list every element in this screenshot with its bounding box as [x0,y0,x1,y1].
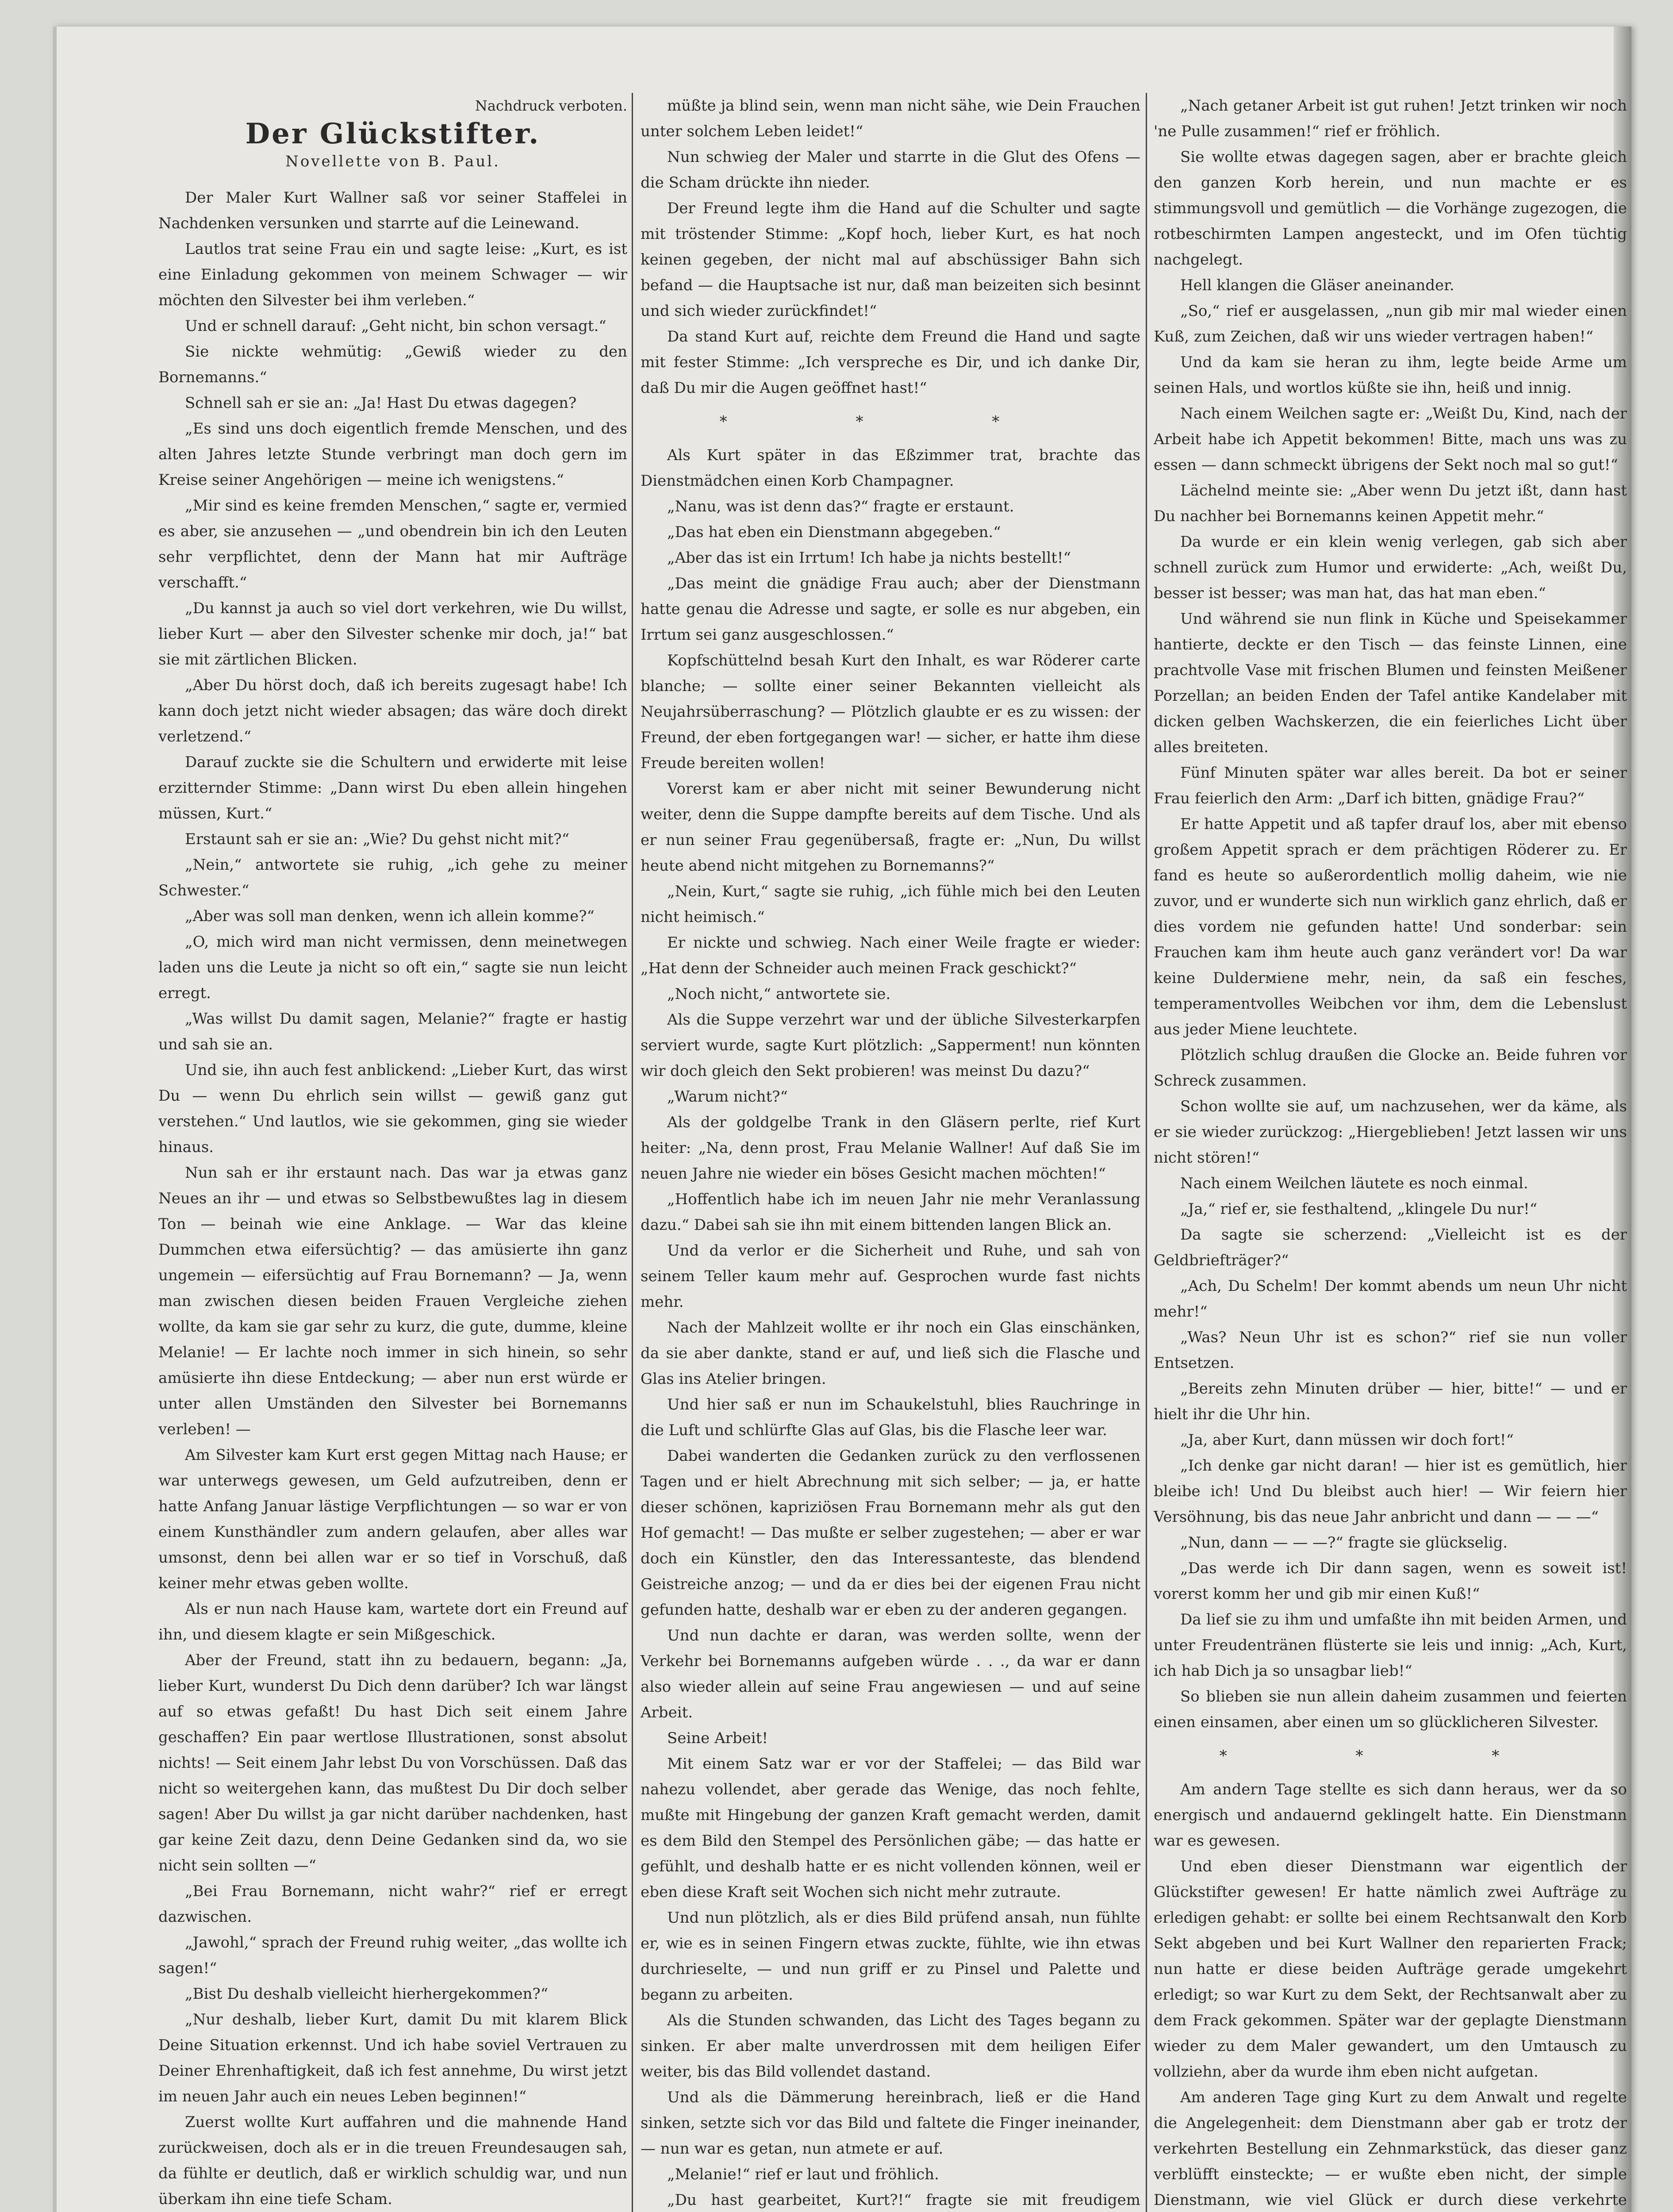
paragraph: Als der goldgelbe Trank in den Gläsern perlte, rief Kurt heiter: „Na, denn prost, Frau Melanie Wallner! Auf daß Sie im neuen Jahre nie wieder ein böses Gesicht machen möchten!“ [641,1114,1140,1183]
paragraph: „Das hat eben ein Dienstmann abgegeben.“ [667,523,1001,541]
paragraph: „Das meint die gnädige Frau auch; aber der Dienstmann hatte genau die Adresse und sagte, er solle es nur abgeben, ein Irrtum sei ganz ausgeschlossen.“ [641,575,1140,644]
paragraph: Als Kurt später in das Eßzimmer trat, brachte das Dienstmädchen einen Korb Champagner. [641,446,1140,490]
paragraph: Und da verlor er die Sicherheit und Ruhe, und sah von seinem Teller kaum mehr auf. Gesprochen wurde fast nichts mehr. [641,1242,1140,1311]
paragraph: „O, mich wird man nicht vermissen, denn meinetwegen laden uns die Leute ja nicht so oft ein,“ sagte sie nun leicht erregt. [158,933,627,1002]
paragraph: „Das werde ich Dir dann sagen, wenn es soweit ist! vorerst komm her und gib mir einen Kuß!“ [1154,1559,1627,1603]
paragraph: Da stand Kurt auf, reichte dem Freund die Hand und sagte mit fester Stimme: „Ich verspreche es Dir, und ich danke Dir, daß Du mir die Augen geöffnet hast!“ [641,328,1140,397]
column-2-text-b [641,442,1140,2212]
paragraph: Lautlos trat seine Frau ein und sagte leise: „Kurt, es ist eine Einladung gekommen von meinem Schwager — wir möchten den Silvester bei ihm verleben.“ [158,240,627,309]
paragraph: Nach einem Weilchen läutete es noch einmal. [1180,1175,1528,1192]
paragraph: „Bereits zehn Minuten drüber — hier, bitte!“ — und er hielt ihr die Uhr hin. [1154,1380,1627,1423]
paragraph: Und während sie nun flink in Küche und Speisekammer hantierte, deckte er den Tisch — das feinste Linnen, eine prachtvolle Vase mit frischen Blumen und feinsten Meißener Porzellan; an beiden Enden der Tafel antike Kandelaber mit dicken gelben Wachskerzen, die ein feierliches Licht über alles breiteten. [1154,610,1627,756]
paragraph: Da wurde er ein klein wenig verlegen, gab sich aber schnell zurück zum Humor und erwiderte: „Ach, weißt Du, besser ist besser; was man hat, das hat man eben.“ [1154,533,1627,602]
paragraph: Und eben dieser Dienstmann war eigentlich der Glückstifter gewesen! Er hatte nämlich zwei Aufträge zu erledigen gehabt: er sollte bei einem Rechtsanwalt den Korb Sekt abgeben und bei Kurt Wallner den reparierten Frack; nun hatte er diese beiden Aufträge gerade umgekehrt erledigt; so war Kurt zu dem Sekt, der Rechtsanwalt aber zu dem Frack gekommen. Später war der geplagte Dienstmann wieder zu dem Maler gewandert, um den Umtausch zu vollziehn, aber da wurde ihm eben nicht aufgetan. [1154,1858,1627,2081]
story-title: Der Glückstifter. [245,117,541,150]
column-2 [641,93,1140,2212]
paragraph: Zuerst wollte Kurt auffahren und die mahnende Hand zurückweisen, doch als er in die treuen Freundesaugen sah, da fühlte er deutlich, daß er wirklich schuldig war, und nun überkam ihn eine tiefe Scham. [158,2113,627,2208]
paragraph: „Nein, Kurt,“ sagte sie ruhig, „ich fühle mich bei den Leuten nicht heimisch.“ [641,883,1140,926]
column-3-text-b [1154,1777,1627,2212]
paragraph: Hell klangen die Gläser aneinander. [1180,276,1454,294]
paragraph: Und als die Dämmerung hereinbrach, ließ er die Hand sinken, setzte sich vor das Bild und faltete die Finger ineinander, — nun war es getan, nun atmete er auf. [641,2089,1140,2158]
paragraph: Als die Stunden schwanden, das Licht des Tages begann zu sinken. Er aber malte unverdrossen mit dem heiligen Eifer weiter, bis das Bild vollendet dastand. [641,2012,1140,2081]
paragraph: „Jawohl,“ sprach der Freund ruhig weiter, „das wollte ich sagen!“ [158,1934,627,1977]
paragraph: „Aber was soll man denken, wenn ich allein komme?“ [185,907,595,925]
paragraph: „Was willst Du damit sagen, Melanie?“ fragte er hastig und sah sie an. [158,1010,627,1053]
paragraph: „Warum nicht?“ [667,1088,788,1106]
paragraph: Mit einem Satz war er vor der Staffelei; — das Bild war nahezu vollendet, aber gerade das Wenige, das noch fehlte, mußte mit Hingebung der ganzen Kraft gemacht werden, damit es dem Bild den Stempel des Persönlichen gäbe; — das hatte er gefühlt, und deshalb hatte er es nicht vollenden können, weil er eben diese Kraft seit Wochen sich nicht mehr zutraute. [641,1755,1140,1901]
column-rule [1146,93,1147,2212]
paragraph: „Nanu, was ist denn das?“ fragte er erstaunt. [667,498,1014,515]
paragraph: Der Maler Kurt Wallner saß vor seiner Staffelei in Nachdenken versunken und starrte auf die Leinewand. [158,189,627,232]
paragraph: Schnell sah er sie an: „Ja! Hast Du etwas dagegen? [185,394,577,412]
paragraph: Plötzlich schlug draußen die Glocke an. Beide fuhren vor Schreck zusammen. [1154,1046,1627,1090]
section-separator: * * * [1219,1747,1562,1765]
paragraph: „Du hast gearbeitet, Kurt?!“ fragte sie mit freudigem [667,2191,1140,2209]
paragraph: Aber der Freund, statt ihn zu bedauern, begann: „Ja, lieber Kurt, wunderst Du Dich denn darüber? Ich war längst auf so etwas gefaßt! Du hast Dich seit einem Jahre geschaffen? Ein paar wertlose Illustrationen, sonst absolut nichts! — Seit einem Jahr lebst Du von Vorschüssen. Daß das nicht so weitergehen kann, das mußtest Du Dir doch selber sagen! Aber Du willst ja gar nicht darüber nachdenken, hast gar keine Zeit dazu, denn Deine Gedanken sind da, wo sie nicht sein sollten —“ [158,1651,627,1874]
column-3 [1154,93,1627,2212]
paragraph: „So,“ rief er ausgelassen, „nun gib mir mal wieder einen Kuß, zum Zeichen, daß wir uns wieder vertragen haben!“ [1154,302,1627,346]
paragraph: Und da kam sie heran zu ihm, legte beide Arme um seinen Hals, und wortlos küßte sie ihn, heiß und innig. [1154,353,1627,397]
column-1 [158,93,627,2212]
column-rule [632,93,633,2212]
paragraph: Als die Suppe verzehrt war und der übliche Silvesterkarpfen serviert wurde, sagte Kurt plötzlich: „Sapperment! nun könnten wir doch gleich den Sekt probieren! was meinst Du dazu?“ [641,1011,1140,1080]
paragraph: „Bei Frau Bornemann, nicht wahr?“ rief er erregt dazwischen. [158,1882,627,1926]
column-1-text [158,185,627,2212]
paragraph: „Aber Du hörst doch, daß ich bereits zugesagt habe! Ich kann doch jetzt nicht wieder absagen; das wäre doch direkt verletzend.“ [158,676,627,745]
paragraph: Am Silvester kam Kurt erst gegen Mittag nach Hause; er war unterwegs gewesen, um Geld aufzutreiben, denn er hatte Anfang Januar lästige Verpflichtungen — so war er von einem Kunsthändler zum andern gelaufen, aber alles war umsonst, denn bei allen war er so tief in Vorschuß, daß keiner mehr etwas geben wollte. [158,1446,627,1592]
paragraph: Da lief sie zu ihm und umfaßte ihn mit beiden Armen, und unter Freudentränen flüsterte sie leis und innig: „Ach, Kurt, ich hab Dich ja so unsagbar lieb!“ [1154,1611,1627,1680]
paragraph: Am andern Tage stellte es sich dann heraus, wer da so energisch und andauernd geklingelt hatte. Ein Dienstmann war es gewesen. [1154,1781,1627,1850]
paragraph: Da sagte sie scherzend: „Vielleicht ist es der Geldbriefträger?“ [1154,1226,1627,1269]
paragraph: Nun schwieg der Maler und starrte in die Glut des Ofens — die Scham drückte ihn nieder. [641,148,1140,192]
paragraph: Der Freund legte ihm die Hand auf die Schulter und sagte mit tröstender Stimme: „Kopf hoch, lieber Kurt, es hat noch keinen gegeben, der nicht mal auf abschüssiger Bahn sich befand — die Hauptsache ist nur, daß man beizeiten sich besinnt und sich wieder zurückfindet!“ [641,200,1140,320]
paragraph: „Ich denke gar nicht daran! — hier ist es gemütlich, hier bleibe ich! Und Du bleibst auch hier! — Wir feiern hier Versöhnung, bis das neue Jahr anbricht und dann — — —“ [1154,1457,1627,1526]
paragraph: Und sie, ihn auch fest anblickend: „Lieber Kurt, das wirst Du — wenn Du ehrlich sein willst — gewiß ganz gut verstehen.“ Und lautlos, wie sie gekommen, ging sie wieder hinaus. [158,1061,627,1156]
story-subtitle: Novellette von B. Paul. [285,153,500,170]
paragraph: Nun sah er ihr erstaunt nach. Das war ja etwas ganz Neues an ihr — und etwas so Selbstbewußtes lag in diesem Ton — beinah wie eine Anklage. — War das kleine Dummchen etwa eifersüchtig? — das amüsierte ihn ganz ungemein — eifersüchtig auf Frau Bornemann? — Ja, wenn man zwischen diesen beiden Frauen Vergleiche ziehen wollte, da kam sie gar sehr zu kurz, die gute, dumme, kleine Melanie! — Er lachte noch immer in sich hinein, so sehr amüsierte ihn diese Entdeckung; — aber nun erst würde er unter allen Umständen den Silvester bei Bornemanns verleben! — [158,1164,627,1438]
paragraph: „Was? Neun Uhr ist es schon?“ rief sie nun voller Entsetzen. [1154,1329,1627,1372]
paragraph: „Aber das ist ein Irrtum! Ich habe ja nichts bestellt!“ [667,549,1071,567]
paragraph: Am anderen Tage ging Kurt zu dem Anwalt und regelte die Angelegenheit: dem Dienstmann aber gab er trotz der verkehrten Bestellung ein Zehnmarkstück, das dieser ganz verblüfft einsteckte; — er wußte eben nicht, der simple Dienstmann, wie viel Glück er durch diese verkehrte [1154,2089,1627,2209]
paragraph: „Ja,“ rief er, sie festhaltend, „klingele Du nur!“ [1180,1200,1538,1218]
paragraph: „Noch nicht,“ antwortete sie. [667,985,891,1003]
paragraph: „Du kannst ja auch so viel dort verkehren, wie Du willst, lieber Kurt — aber den Silvester schenke mir doch, ja!“ bat sie mit zärtlichen Blicken. [158,599,627,668]
reprint-notice: Nachdruck verboten. [475,97,627,114]
paragraph: Schon wollte sie auf, um nachzusehen, wer da käme, als er sie wieder zurückzog: „Hiergeblieben! Jetzt lassen wir uns nicht stören!“ [1154,1098,1627,1167]
newspaper-page [53,27,1631,2212]
paragraph: Er nickte und schwieg. Nach einer Weile fragte er wieder: „Hat denn der Schneider auch meinen Frack geschickt?“ [641,934,1140,977]
paragraph: Und hier saß er nun im Schaukelstuhl, blies Rauchringe in die Luft und schlürfte Glas auf Glas, bis die Flasche leer war. [641,1396,1140,1439]
column-3-text-a [1154,93,1627,1735]
paragraph: Und nun dachte er daran, was werden sollte, wenn der Verkehr bei Bornemanns aufgeben würde . . ., da war er dann also wieder allein auf seine Frau angewiesen — und auf seine Arbeit. [641,1627,1140,1721]
paragraph: Er hatte Appetit und aß tapfer drauf los, aber mit ebenso großem Appetit sprach er dem prächtigen Röderer zu. Er fand es heute so außerordentlich mollig daheim, wie nie zuvor, und er wunderte sich nun wirklich ganz ehrlich, daß er dies vordem nie gefunden hatte! Und sonderbar: sein Frauchen kam ihm heute auch ganz verändert vor! Da war keine Dulderміene mehr, nein, da saß ein fesches, temperamentvolles Weibchen vor ihm, dem die Lebenslust aus jeder Miene leuchtete. [1154,815,1627,1038]
paragraph: müßte ja blind sein, wenn man nicht sähe, wie Dein Frauchen unter solchem Leben leidet!“ [641,97,1140,140]
paragraph: Seine Arbeit! [667,1729,768,1747]
column-2-text-a [641,93,1140,401]
paragraph: Und nun plötzlich, als er dies Bild prüfend ansah, nun fühlte er, wie es in seinen Fingern etwas zuckte, fühlte, wie ihn etwas durchrieselte, — und nun griff er zu Pinsel und Palette und begann zu arbeiten. [641,1909,1140,2004]
paragraph: „Ja, aber Kurt, dann müssen wir doch fort!“ [1180,1431,1514,1449]
section-separator: * * * [719,413,1062,430]
paragraph: Nach der Mahlzeit wollte er ihr noch ein Glas einschänken, da sie aber dankte, stand er auf, und ließ sich die Flasche und Glas ins Atelier bringen. [641,1319,1140,1388]
paragraph: „Nun, dann — — —?“ fragte sie glückselig. [1180,1534,1508,1551]
paragraph: Fünf Minuten später war alles bereit. Da bot er seiner Frau feierlich den Arm: „Darf ich bitten, gnädige Frau?“ [1154,764,1627,807]
paragraph: Lächelnd meinte sie: „Aber wenn Du jetzt ißt, dann hast Du nachher bei Bornemanns keinen Appetit mehr.“ [1154,482,1627,525]
paragraph: Dabei wanderten die Gedanken zurück zu den verflossenen Tagen und er hielt Abrechnung mit sich selber; — ja, er hatte dieser schönen, kapriziösen Frau Bornemann mehr als gut den Hof gemacht! — Das mußte er selber zugestehen; — aber er war doch ein Künstler, den das Interessanteste, das blendend Geistreiche anzog; — und da er dies bei der eigenen Frau nicht gefunden hatte, deshalb war er eben zu der anderen gegangen. [641,1447,1140,1619]
paragraph: „Hoffentlich habe ich im neuen Jahr nie mehr Veranlassung dazu.“ Dabei sah sie ihn mit einem bittenden langen Blick an. [641,1190,1140,1234]
paragraph: „Melanie!“ rief er laut und fröhlich. [667,2166,939,2183]
paragraph: Sie nickte wehmütig: „Gewiß wieder zu den Bornemanns.“ [158,343,627,386]
paragraph: „Ach, Du Schelm! Der kommt abends um neun Uhr nicht mehr!“ [1154,1277,1627,1321]
paragraph: Als er nun nach Hause kam, wartete dort ein Freund auf ihn, und diesem klagte er sein Mißgeschick. [158,1600,627,1644]
paragraph: „Nein,“ antwortete sie ruhig, „ich gehe zu meiner Schwester.“ [158,856,627,899]
paragraph: „Es sind uns doch eigentlich fremde Menschen, und des alten Jahres letzte Stunde verbringt man doch gern im Kreise seiner Angehörigen — meine ich wenigstens.“ [158,420,627,489]
paragraph: „Bist Du deshalb vielleicht hierhergekommen?“ [185,1985,549,2003]
paragraph: „Nach getaner Arbeit ist gut ruhen! Jetzt trinken wir noch 'ne Pulle zusammen!“ rief er fröhlich. [1154,97,1627,140]
paragraph: Vorerst kam er aber nicht mit seiner Bewunderung nicht weiter, denn die Suppe dampfte bereits auf dem Tische. Und als er nun seiner Frau gegenübersaß, fragte er: „Nun, Du willst heute abend nicht mitgehen zu Bornemanns?“ [641,780,1140,875]
paragraph: So blieben sie nun allein daheim zusammen und feierten einen einsamen, aber einen um so glücklicheren Silvester. [1154,1688,1627,1731]
paragraph: Erstaunt sah er sie an: „Wie? Du gehst nicht mit?“ [185,830,570,848]
paragraph: Und er schnell darauf: „Geht nicht, bin schon versagt.“ [185,317,606,335]
paragraph: „Nur deshalb, lieber Kurt, damit Du mit klarem Blick Deine Situation erkennst. Und ich habe soviel Vertrauen zu Deiner Ehrenhaftigkeit, daß ich fest annehme, Du wirst jetzt im neuen Jahr auch ein neues Leben beginnen!“ [158,2011,627,2105]
paragraph: Nach einem Weilchen sagte er: „Weißt Du, Kind, nach der Arbeit habe ich Appetit bekommen! Bitte, mach uns was zu essen — dann schmeckt übrigens der Sekt noch mal so gut!“ [1154,405,1627,474]
paragraph: „Mir sind es keine fremden Menschen,“ sagte er, vermied es aber, sie anzusehen — „und obendrein bin ich den Leuten sehr verpflichtet, denn der Mann hat mir Aufträge verschafft.“ [158,497,627,591]
paragraph: Darauf zuckte sie die Schultern und erwiderte mit leise erzitternder Stimme: „Dann wirst Du eben allein hingehen müssen, Kurt.“ [158,753,627,822]
paragraph: Kopfschüttelnd besah Kurt den Inhalt, es war Röderer carte blanche; — sollte einer seiner Bekannten vielleicht als Neujahrsüberraschung? — Plötzlich glaubte er es zu wissen: der Freund, der eben fortgegangen war! — sicher, er hatte ihm diese Freude bereiten wollen! [641,652,1140,772]
paragraph: Sie wollte etwas dagegen sagen, aber er brachte gleich den ganzen Korb herein, und nun machte er es stimmungsvoll und gemütlich — die Vorhänge zugezogen, die rotbeschirmten Lampen angesteckt, und im Ofen tüchtig nachgelegt. [1154,148,1627,269]
